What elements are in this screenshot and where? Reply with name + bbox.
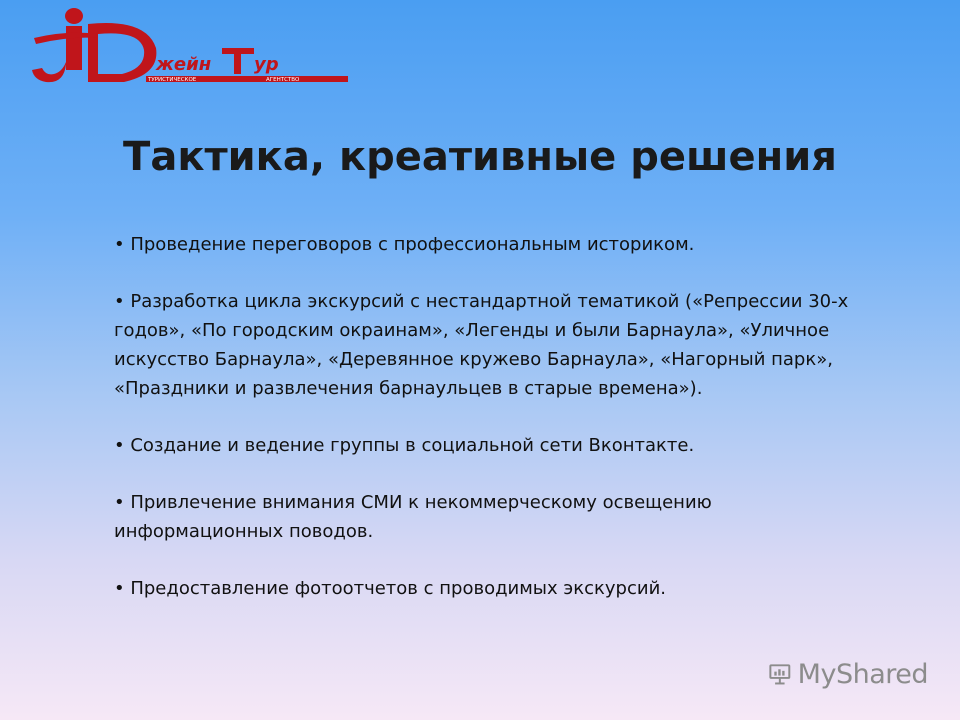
bullet-item: • Предоставление фотоотчетов с проводимых экскурсий. [114,578,666,599]
logo-subtitle-left: ТУРИСТИЧЕСКОЕ [148,77,197,83]
bullet-item: • Разработка цикла экскурсий с нестандартной тематикой («Репрессии 30-х годов», «По городским окраинам», «Легенды и были Барнаула», «Уличное искусство Барнаула», «Деревянное кружево Барнаула», «Нагорный парк», «Праздники и развлечения барнаульцев в старые времена»). [114,291,849,399]
company-logo [28,4,350,90]
bullet-item: • Создание и ведение группы в социальной сети Вконтакте. [114,435,695,456]
bullet-item: • Проведение переговоров с профессиональным историком. [114,234,695,255]
bullet-item: • Привлечение внимания СМИ к некоммерческому освещению информационных поводов. [114,492,712,542]
logo-brand-word-1: жейн [156,54,212,75]
slide-body [114,230,854,631]
watermark-text: MyShared [797,658,928,690]
slide-title: Тактика, креативные решения [123,134,837,180]
logo-brand-word-2: ур [254,54,279,75]
logo-subtitle-right: АГЕНТСТВО [266,77,300,83]
watermark [768,654,928,694]
projector-screen-icon [768,659,792,689]
